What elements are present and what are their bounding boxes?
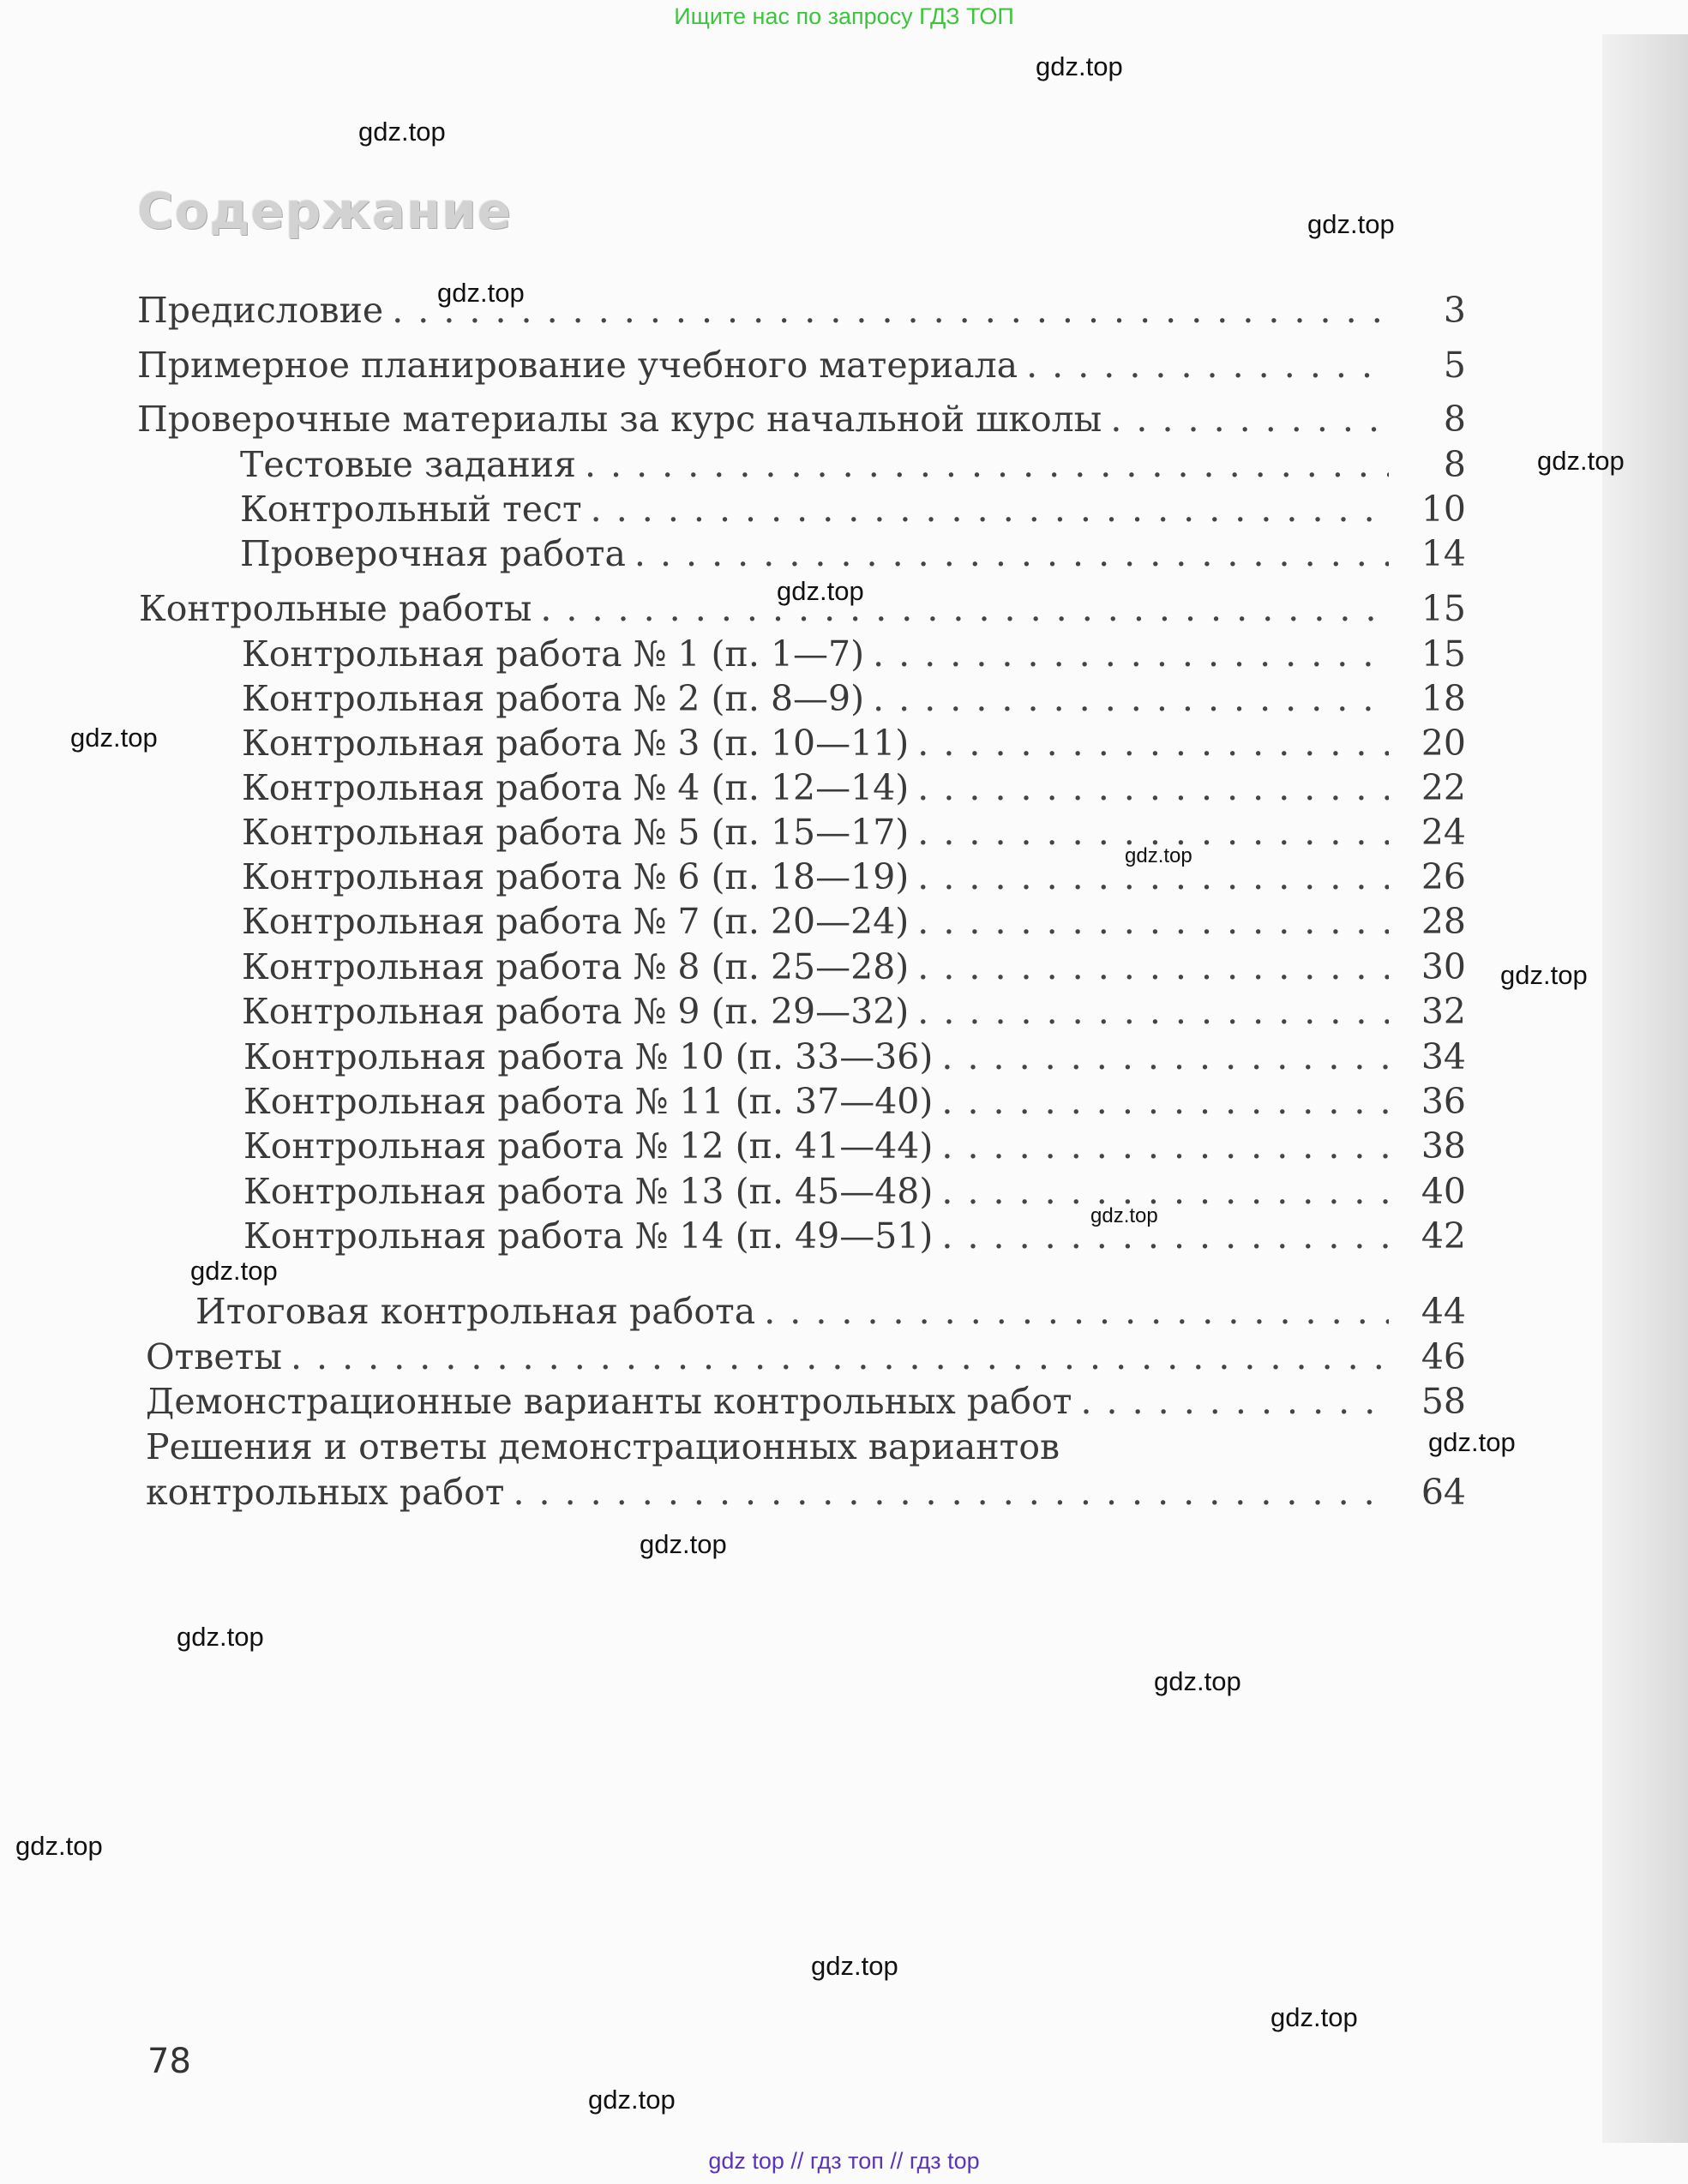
toc-entry-label: Контрольная работа № 4 (п. 12—14): [242, 767, 910, 808]
toc-entry-page: 44: [1421, 1291, 1466, 1332]
leader-dots: [591, 487, 1389, 531]
leader-dots: [764, 1289, 1389, 1334]
toc-entry-page: 34: [1421, 1036, 1466, 1077]
leader-dots: [941, 1079, 1389, 1124]
toc-entry-page: 15: [1421, 633, 1466, 675]
toc-entry-label: Тестовые задания: [240, 444, 576, 485]
toc-entry[interactable]: [242, 899, 1466, 944]
leader-dots: [917, 899, 1389, 944]
toc-entry-label: Контрольная работа № 8 (п. 25—28): [242, 946, 910, 987]
toc-entry-page: 32: [1421, 991, 1466, 1032]
toc-entry-page: 20: [1421, 723, 1466, 764]
leader-dots: [941, 1214, 1389, 1258]
leader-dots: [941, 1035, 1389, 1079]
leader-dots: [291, 1335, 1389, 1379]
leader-dots: [873, 632, 1389, 676]
toc-entry[interactable]: [240, 487, 1466, 531]
watermark: gdz.top: [1537, 446, 1625, 476]
toc-entry[interactable]: [242, 721, 1466, 765]
toc-entry[interactable]: [243, 1169, 1466, 1214]
toc-entry-label: Контрольный тест: [240, 489, 582, 530]
toc-entry[interactable]: [242, 810, 1466, 855]
toc-entry-label: Контрольная работа № 13 (п. 45—48): [243, 1171, 934, 1212]
toc-entry-label: Контрольная работа № 5 (п. 15—17): [242, 812, 910, 853]
toc-entry-page: 8: [1443, 444, 1466, 485]
toc-entry[interactable]: [240, 531, 1466, 576]
toc-entry[interactable]: [137, 397, 1466, 441]
toc-entry-label: Контрольная работа № 1 (п. 1—7): [242, 633, 865, 675]
toc-entry-label: Контрольная работа № 10 (п. 33—36): [243, 1036, 934, 1077]
toc-entry-label: Итоговая контрольная работа: [195, 1291, 756, 1332]
watermark: gdz.top: [15, 1831, 103, 1861]
toc-entry-page: 8: [1443, 399, 1466, 440]
toc-entry-page: 22: [1421, 767, 1466, 808]
toc-entry[interactable]: [243, 1214, 1466, 1258]
watermark: gdz.top: [1090, 1204, 1158, 1227]
toc-entry[interactable]: [137, 288, 1466, 333]
toc-entry-label: Контрольная работа № 2 (п. 8—9): [242, 678, 865, 719]
leader-dots: [634, 531, 1389, 576]
toc-entry[interactable]: [242, 945, 1466, 989]
toc-entry-page: 38: [1421, 1125, 1466, 1167]
toc-entry-label: Контрольная работа № 9 (п. 29—32): [242, 991, 910, 1032]
watermark: gdz.top: [1036, 51, 1123, 81]
toc-entry[interactable]: [242, 676, 1466, 721]
toc-entry[interactable]: [146, 1470, 1466, 1515]
toc-entry-page: 5: [1443, 345, 1466, 386]
toc-entry[interactable]: [243, 1035, 1466, 1079]
leader-dots: [917, 945, 1389, 989]
toc-entry[interactable]: [243, 1124, 1466, 1168]
watermark: gdz.top: [640, 1529, 727, 1559]
toc-entry-page: 42: [1421, 1215, 1466, 1257]
toc-entry-page: 14: [1421, 533, 1466, 574]
toc-entry[interactable]: [242, 765, 1466, 810]
watermark: gdz.top: [1428, 1427, 1516, 1457]
toc-entry[interactable]: [242, 632, 1466, 676]
watermark: gdz.top: [177, 1622, 264, 1652]
toc-entry[interactable]: [242, 989, 1466, 1034]
watermark: gdz.top: [437, 278, 525, 308]
toc-entry[interactable]: [195, 1289, 1466, 1334]
page-number: 78: [147, 2042, 191, 2081]
toc-entry-label: Предисловие: [137, 290, 384, 331]
watermark: gdz.top: [588, 2085, 676, 2115]
watermark: gdz.top: [70, 723, 158, 753]
toc-entry-page: 3: [1443, 290, 1466, 331]
toc-entry[interactable]: [146, 1379, 1466, 1424]
toc-entry-label: Проверочные материалы за курс начальной школы: [137, 399, 1102, 440]
leader-dots: [1110, 397, 1389, 441]
watermark: gdz.top: [1271, 2002, 1358, 2032]
toc-entry-label: Контрольная работа № 7 (п. 20—24): [242, 901, 910, 942]
watermark: gdz.top: [1500, 960, 1588, 990]
toc-entry[interactable]: [146, 1335, 1466, 1379]
bottom-banner[interactable]: gdz top // гдз топ // гдз top: [708, 2148, 980, 2174]
toc-entry-label: Примерное планирование учебного материала: [137, 345, 1018, 386]
toc-entry-label: контрольных работ: [146, 1472, 505, 1513]
toc-entry-label: Контрольные работы: [139, 588, 532, 629]
toc-entry-page: 46: [1421, 1336, 1466, 1377]
toc-entry-label: Демонстрационные варианты контрольных работ: [146, 1381, 1072, 1422]
watermark: gdz.top: [1125, 844, 1192, 867]
toc-entry-page: 64: [1421, 1472, 1466, 1513]
watermark: gdz.top: [1307, 209, 1395, 239]
leader-dots: [873, 676, 1389, 721]
leader-dots: [917, 989, 1389, 1034]
page-title: Содержание: [137, 182, 513, 240]
toc-entry-page: 15: [1421, 588, 1466, 629]
toc-entry-page: 30: [1421, 946, 1466, 987]
toc-entry-label: Ответы: [146, 1336, 282, 1377]
toc-entry-label: Контрольная работа № 3 (п. 10—11): [242, 723, 910, 764]
leader-dots: [585, 442, 1389, 487]
leader-dots: [941, 1124, 1389, 1168]
toc-entry-label: Контрольная работа № 12 (п. 41—44): [243, 1125, 934, 1167]
leader-dots: [941, 1169, 1389, 1214]
leader-dots: [917, 721, 1389, 765]
toc-entry-wrapped-line: Решения и ответы демонстрационных вариантов: [146, 1426, 1060, 1467]
watermark: gdz.top: [1154, 1666, 1241, 1696]
toc-entry[interactable]: [240, 442, 1466, 487]
toc-entry-label: Проверочная работа: [240, 533, 626, 574]
leader-dots: [1080, 1379, 1389, 1424]
toc-entry[interactable]: [242, 855, 1466, 899]
watermark: gdz.top: [358, 117, 446, 147]
leader-dots: [392, 288, 1389, 333]
leader-dots: [540, 586, 1389, 631]
top-banner[interactable]: Ищите нас по запросу ГДЗ ТОП: [674, 3, 1014, 29]
leader-dots: [513, 1470, 1389, 1515]
toc-entry-page: 58: [1421, 1381, 1466, 1422]
toc-entry-page: 24: [1421, 812, 1466, 853]
toc-entry-page: 36: [1421, 1081, 1466, 1122]
toc-entry-page: 10: [1421, 489, 1466, 530]
toc-entry-page: 18: [1421, 678, 1466, 719]
watermark: gdz.top: [777, 576, 864, 606]
watermark: gdz.top: [811, 1951, 898, 1981]
toc-entry-page: 40: [1421, 1171, 1466, 1212]
toc-entry-label: Контрольная работа № 11 (п. 37—40): [243, 1081, 934, 1122]
leader-dots: [1026, 343, 1389, 387]
toc-entry-page: 26: [1421, 856, 1466, 897]
toc-entry-label: Контрольная работа № 6 (п. 18—19): [242, 856, 910, 897]
leader-dots: [917, 765, 1389, 810]
toc-entry[interactable]: [137, 343, 1466, 387]
watermark: gdz.top: [190, 1256, 278, 1286]
toc-entry-page: 28: [1421, 901, 1466, 942]
toc-entry[interactable]: [243, 1079, 1466, 1124]
toc-entry-label: Контрольная работа № 14 (п. 49—51): [243, 1215, 934, 1257]
